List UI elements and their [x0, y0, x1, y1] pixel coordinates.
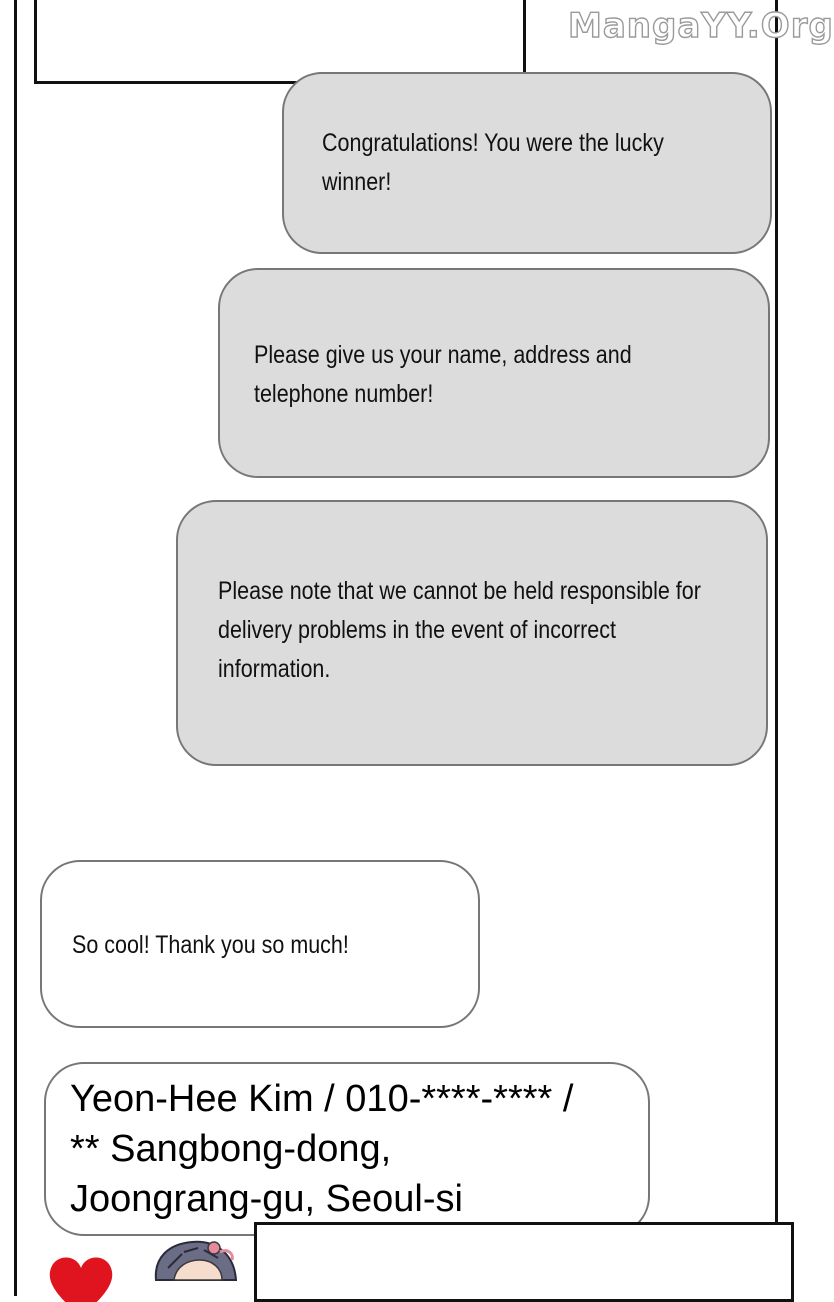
message-text: So cool! Thank you so much! — [72, 931, 349, 959]
message-text: Please give us your name, address and telephone number! — [254, 341, 632, 408]
message-bubble-incoming — [218, 268, 770, 478]
reply-address-bubble — [44, 1062, 650, 1236]
message-bubble-outgoing — [40, 860, 480, 1028]
reply-line-2: ** Sangbong-dong, — [70, 1128, 392, 1170]
message-text: Please note that we cannot be held responsible for delivery problems in the event of incorrect information. — [218, 577, 701, 683]
reply-line-3: Joongrang-gu, Seoul-si — [70, 1178, 463, 1220]
message-bubble-incoming — [176, 500, 768, 766]
avatar-character — [148, 1238, 248, 1280]
bottom-panel — [254, 1222, 794, 1302]
heart-icon — [46, 1256, 116, 1286]
message-bubble-incoming — [282, 72, 772, 254]
watermark: MangaYY.Org — [568, 6, 834, 46]
message-text: Congratulations! You were the lucky winner! — [322, 129, 664, 196]
reply-address-text — [70, 1074, 660, 1224]
reply-line-1: Yeon-Hee Kim / 010-****-**** / — [70, 1078, 574, 1120]
